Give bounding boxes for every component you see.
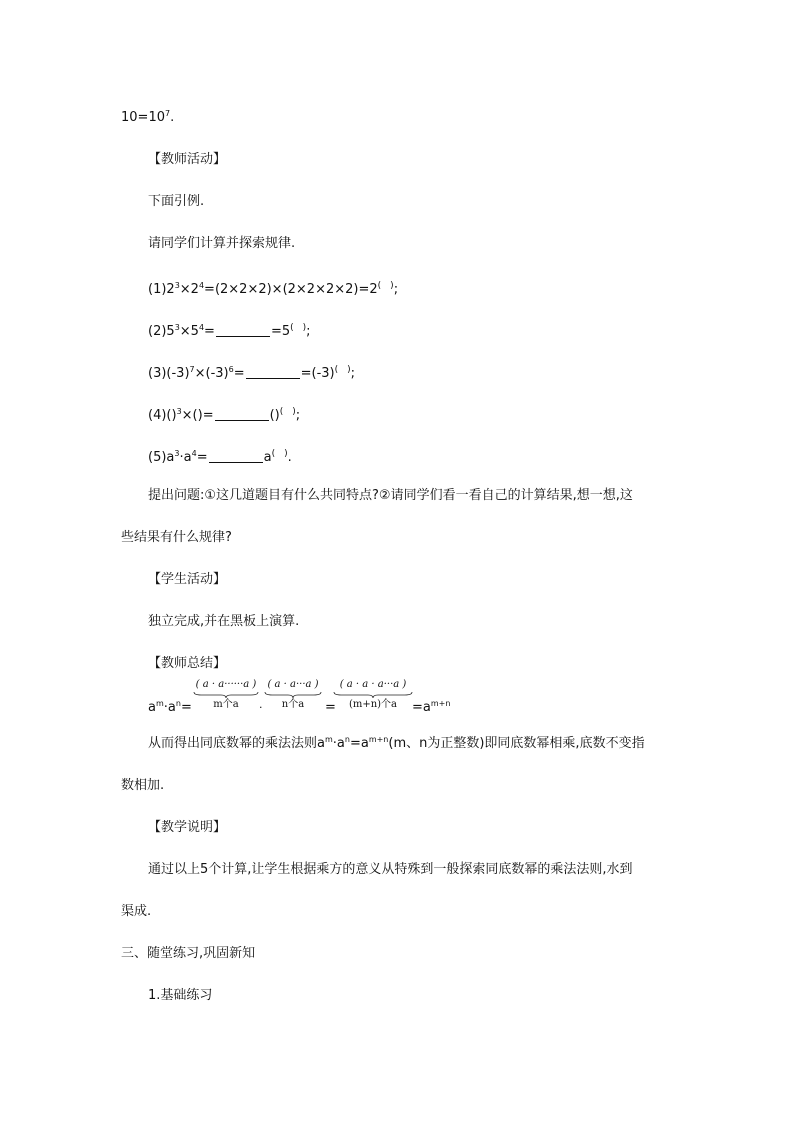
superscript: m+n [368, 735, 389, 744]
text: (1)2 [148, 282, 175, 297]
formula-middle-dot: · [259, 701, 263, 714]
question-line-2: 些结果有什么规律? [121, 530, 232, 545]
text: =a [349, 736, 369, 751]
answer-blank [216, 324, 270, 337]
text: ×2 [179, 282, 199, 297]
ask-text: 请同学们计算并探索规律. [148, 236, 296, 251]
group-m-plus-n-factors [330, 679, 416, 711]
superscript: m+n [430, 699, 451, 708]
superscript: 4 [191, 449, 197, 458]
superscript: 3 [174, 449, 180, 458]
exercise-1 [148, 278, 398, 298]
text: =a [412, 700, 431, 715]
text: = [233, 366, 245, 381]
note-line-2: 渠成. [121, 904, 152, 919]
text: a [148, 700, 156, 715]
superscript: 4 [198, 323, 205, 332]
formula-lhs [148, 700, 192, 716]
text: ; [295, 408, 301, 423]
group-count: (m+n)个a [348, 699, 398, 710]
text: ·a [332, 736, 345, 751]
underbrace-icon [264, 691, 322, 699]
text: (m、n为正整数)即同底数幂相乘,底数不变指 [388, 736, 645, 751]
text: =10 [137, 110, 165, 125]
exponent-blank: ( ) [334, 365, 351, 375]
text: ; [306, 324, 311, 339]
note-line-1: 通过以上5个计算,让学生根据乘方的意义从特殊到一般探索同底数幂的乘法法则,水到 [148, 862, 633, 877]
text: ×()= [181, 408, 214, 423]
heading-student-activity: 【学生活动】 [148, 572, 227, 587]
group-expression: ( a · a···a ) [267, 679, 319, 690]
superscript: 3 [176, 407, 182, 416]
exponent-blank: ( ) [279, 407, 296, 417]
text: ; [350, 366, 356, 381]
exercise-2 [148, 320, 311, 340]
text: =(-3) [300, 366, 335, 381]
superscript: n [175, 699, 181, 708]
superscript: 4 [198, 281, 205, 290]
subsection-basic-practice: 1.基础练习 [148, 988, 213, 1003]
text: ·a [163, 700, 176, 715]
rule-line-2: 数相加. [121, 778, 165, 793]
text: (2)5 [148, 324, 175, 339]
exercise-5 [148, 446, 292, 466]
heading-teacher-activity: 【教师活动】 [148, 152, 227, 167]
text: () [269, 408, 280, 423]
text: ; [393, 282, 399, 297]
exponent-blank: ( ) [290, 323, 307, 333]
line-top-equation [121, 110, 174, 126]
text: a [263, 450, 272, 465]
group-count: m个a [213, 699, 239, 710]
exercise-4 [148, 404, 300, 424]
underbrace-icon [193, 691, 259, 699]
text: 10 [121, 110, 138, 125]
text: (5)a [148, 450, 175, 465]
heading-teacher-summary: 【教师总结】 [148, 656, 227, 671]
exponent-blank: ( ) [377, 281, 394, 291]
superscript: 7 [164, 109, 171, 118]
text: (4)() [148, 408, 177, 423]
student-text: 独立完成,并在黑板上演算. [148, 614, 300, 629]
superscript: 3 [174, 323, 180, 332]
underbrace-icon [333, 691, 413, 699]
exponent-blank: ( ) [271, 449, 288, 459]
text: . [170, 110, 175, 125]
group-expression: ( a · a······a ) [195, 679, 257, 690]
rule-line-1 [148, 736, 645, 752]
superscript: 7 [189, 365, 195, 374]
text: = [204, 324, 215, 339]
superscript: 6 [228, 365, 234, 374]
formula-equals: = [325, 700, 336, 715]
text: = [180, 700, 192, 715]
text: = [196, 450, 208, 465]
text: 从而得出同底数幂的乘法法则a [148, 736, 325, 751]
answer-blank [246, 366, 300, 379]
section-3-heading: 三、随堂练习,巩固新知 [121, 946, 256, 961]
intro-text: 下面引例. [148, 194, 205, 209]
superscript: m [155, 699, 164, 708]
text: =(2×2×2)×(2×2×2×2)=2 [204, 282, 378, 297]
answer-blank [209, 450, 263, 463]
text: (3)(-3) [148, 366, 190, 381]
superscript: 3 [174, 281, 180, 290]
text: =5 [270, 324, 291, 339]
group-n-factors [262, 679, 324, 711]
group-m-factors [190, 679, 262, 711]
text: ×5 [179, 324, 199, 339]
formula-rhs [412, 700, 450, 716]
group-expression: ( a · a · a···a ) [339, 679, 407, 690]
answer-blank [215, 408, 269, 421]
text: ×(-3) [194, 366, 229, 381]
group-count: n个a [281, 699, 305, 710]
superscript: m [324, 735, 333, 744]
question-line-1: 提出问题:①这几道题目有什么共同特点?②请同学们看一看自己的计算结果,想一想,这 [148, 488, 633, 503]
exercise-3 [148, 362, 355, 382]
text: ·a [179, 450, 192, 465]
heading-teaching-note: 【教学说明】 [148, 820, 227, 835]
text: . [287, 450, 292, 465]
superscript: n [344, 735, 350, 744]
